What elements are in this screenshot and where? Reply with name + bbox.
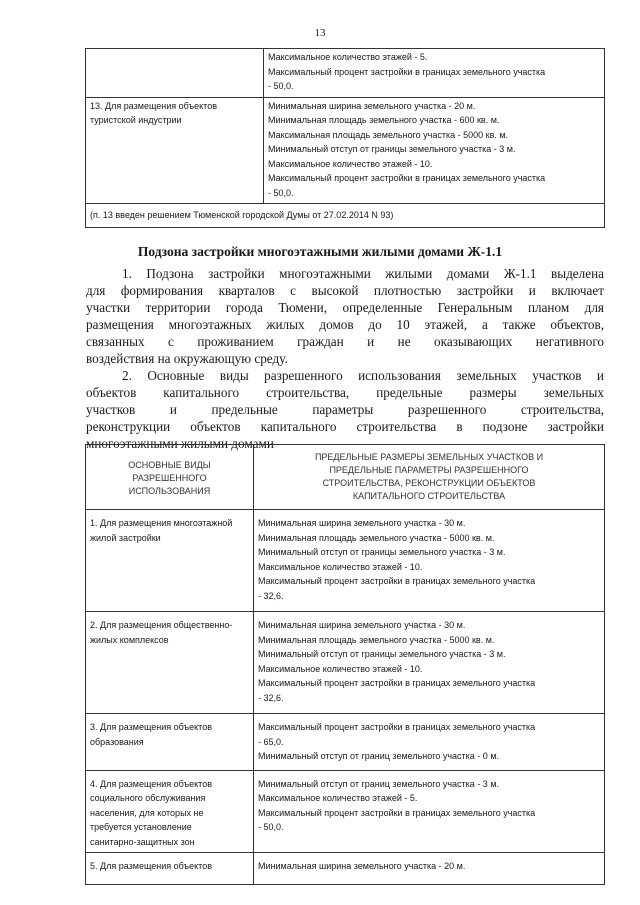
parameter-line: Минимальная ширина земельного участка - 20 м. bbox=[268, 100, 476, 111]
header-parameters: ПРЕДЕЛЬНЫЕ РАЗМЕРЫ ЗЕМЕЛЬНЫХ УЧАСТКОВ И ПРЕДЕЛЬНЫЕ ПАРАМЕТРЫ РАЗРЕШЕННОГО СТРОИТЕЛЬСТВА, РЕКОНСТРУКЦИИ ОБЪЕКТОВ КАПИТАЛЬНОГО СТРОИТЕЛЬСТВА bbox=[254, 445, 605, 510]
use-type-cell bbox=[86, 49, 264, 98]
section-heading: Подзона застройки многоэтажными жилыми домами Ж-1.1 bbox=[137, 244, 503, 259]
parameter-line: Максимальная площадь земельного участка - 5000 кв. м. bbox=[268, 129, 509, 140]
parameters-cell: Минимальная ширина земельного участка - 20 м. bbox=[254, 853, 605, 885]
use-type-cell: 4. Для размещения объектов социального обслуживания населения, для которых не требуется установление санитарно-защитных зон bbox=[86, 770, 254, 853]
parameter-line: - 50,0. bbox=[268, 187, 294, 198]
paragraph-line: воздействия на окружающую среду. bbox=[86, 351, 288, 366]
use-type-cell: 3. Для размещения объектов образования bbox=[86, 714, 254, 771]
table-row bbox=[86, 770, 605, 853]
parameters-cell: Минимальный отступ от границ земельного участка - 3 м. Максимальное количество этажей - 5. Максимальный процент застройки в границах земельного участка - 50,0. bbox=[254, 770, 605, 853]
table-row bbox=[86, 612, 605, 714]
header-use-types: ОСНОВНЫЕ ВИДЫ РАЗРЕШЕННОГО ИСПОЛЬЗОВАНИЯ bbox=[86, 445, 254, 510]
use-type-line: 13. Для размещения объектов bbox=[90, 100, 217, 111]
parameters-cell: Минимальная ширина земельного участка - 30 м. Минимальная площадь земельного участка - 5000 кв. м. Минимальный отступ от границы земельного участка - 3 м. Максимальное количество этажей - 10. Максимальный процент застройки в границах земельного участка - 32,6. bbox=[254, 510, 605, 612]
parameters-cell bbox=[264, 49, 605, 98]
paragraph-line: реконструкции объектов капитального строительства в подзоне застройки bbox=[86, 419, 604, 434]
table-row bbox=[86, 204, 605, 228]
table-row bbox=[86, 714, 605, 771]
parameters-cell bbox=[264, 97, 605, 204]
table-row bbox=[86, 510, 605, 612]
parameter-line: Минимальная площадь земельного участка - 600 кв. м. bbox=[268, 115, 500, 125]
parameter-line: - 50,0. bbox=[268, 81, 294, 91]
use-type-line: туристской индустрии bbox=[90, 115, 182, 125]
table-header-row bbox=[86, 445, 605, 510]
parameter-line: Максимальное количество этажей - 5. bbox=[268, 52, 428, 62]
continued-table bbox=[85, 48, 605, 228]
table-row bbox=[86, 49, 605, 98]
paragraph-line: участки территории города Тюмени, определенные Генеральным планом для bbox=[86, 300, 604, 315]
parameter-line: Максимальный процент застройки в границах земельного участка bbox=[268, 173, 546, 183]
table-row bbox=[86, 853, 605, 885]
use-type-cell: 1. Для размещения многоэтажной жилой застройки bbox=[86, 510, 254, 612]
paragraph-line: связанных с проживанием граждан и не оказывающих негативного bbox=[86, 334, 604, 349]
parameters-cell: Максимальный процент застройки в границах земельного участка - 65,0. Минимальный отступ от границ земельного участка - 0 м. bbox=[254, 714, 605, 771]
parameter-line: Максимальное количество этажей - 10. bbox=[268, 158, 433, 169]
paragraph-line: участков и предельные параметры разрешенного строительства, bbox=[86, 402, 604, 417]
use-type-cell: 5. Для размещения объектов bbox=[86, 853, 254, 885]
paragraph-1 bbox=[86, 265, 604, 367]
paragraph-line: для формирования кварталов с высокой плотностью застройки и включает bbox=[86, 283, 604, 298]
paragraph-line: размещения многоэтажных жилых домов до 10 этажей, а также объектов, bbox=[86, 317, 604, 332]
parameters-cell: Минимальная ширина земельного участка - 30 м. Минимальная площадь земельного участка - 5000 кв. м. Минимальный отступ от границы земельного участка - 3 м. Максимальное количество этажей - 10. Максимальный процент застройки в границах земельного участка - 32,6. bbox=[254, 612, 605, 714]
page-number: 13 bbox=[314, 27, 326, 39]
use-type-cell: 2. Для размещения общественно- жилых комплексов bbox=[86, 612, 254, 714]
amendment-note: (п. 13 введен решением Тюменской городской Думы от 27.02.2014 N 93) bbox=[86, 204, 605, 228]
paragraph-line: объектов капитального строительства, предельные размеры земельных bbox=[86, 385, 604, 400]
use-type-cell bbox=[86, 97, 264, 204]
parameter-line: Максимальный процент застройки в границах земельного участка bbox=[268, 66, 546, 77]
paragraph-line: 2. Основные виды разрешенного использования земельных участков и bbox=[122, 368, 604, 383]
paragraph-line: многоэтажными жилыми домами bbox=[86, 436, 274, 451]
table-row bbox=[86, 97, 605, 204]
permitted-use-table bbox=[85, 444, 605, 885]
paragraph-2 bbox=[86, 367, 604, 452]
parameter-line: Минимальный отступ от границы земельного участка - 3 м. bbox=[268, 144, 516, 154]
paragraph-line: 1. Подзона застройки многоэтажными жилыми домами Ж-1.1 выделена bbox=[122, 266, 604, 281]
